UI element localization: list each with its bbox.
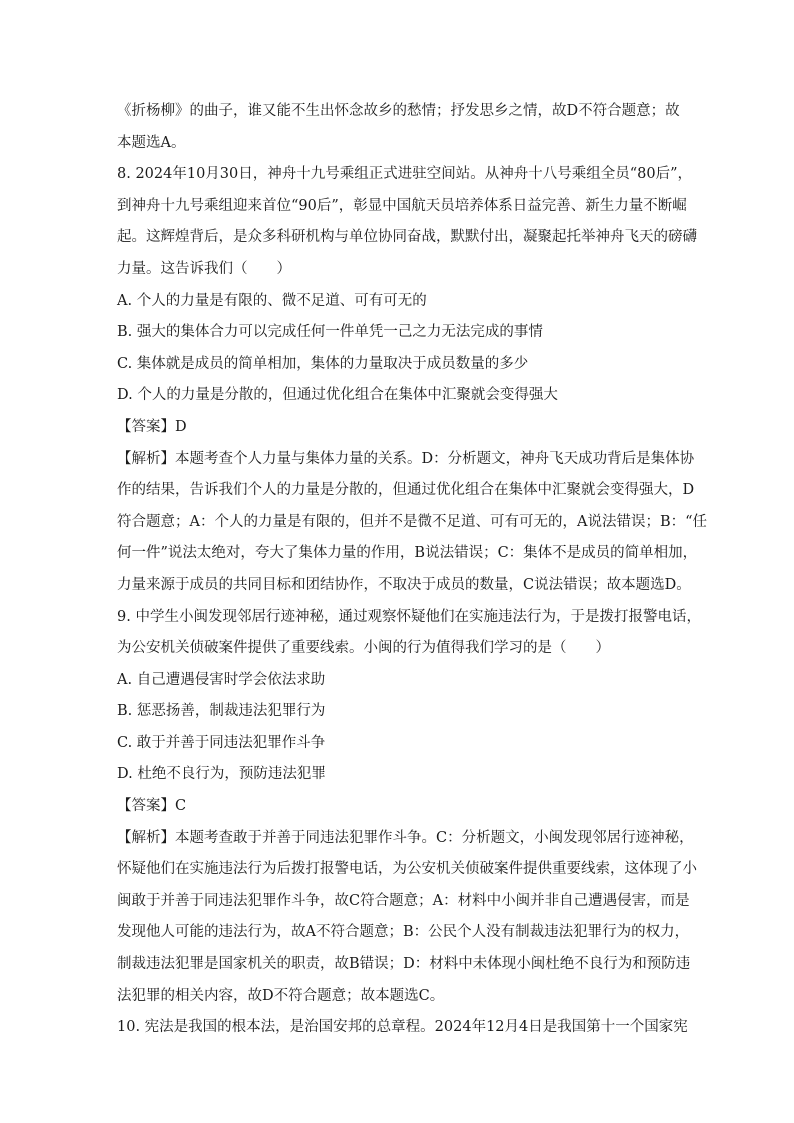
analysis-text: 【解析】本题考查个人力量与集体力量的关系。D：分析题文，神舟飞天成功背后是集体协 — [117, 450, 695, 467]
text-line: 何一件”说法太绝对，夸大了集体力量的作用，B说法错误；C：集体不是成员的简单相加， — [117, 545, 698, 562]
text-line: 发现他人可能的违法行为，故A不符合题意；B：公民个人没有制裁违法犯罪行为的权力， — [117, 924, 690, 941]
question-8-stem: 8. 2024年10月30日，神舟十九号乘组正式进驻空间站。从神舟十八号乘组全员“80后”， — [117, 166, 693, 183]
text-line: 怀疑他们在实施违法行为后拨打报警电话，为公安机关侦破案件提供重要线索，这体现了小 — [117, 861, 697, 878]
text-line: 作的结果，告诉我们个人的力量是分散的，但通过优化组合在集体中汇聚就会变得强大，D — [117, 482, 695, 499]
text-line: 制裁违法犯罪是国家机关的职责，故B错误；D：材料中未体现小闽杜绝不良行为和预防违 — [117, 956, 691, 973]
text-line: 力量。这告诉我们（ ） — [117, 260, 291, 277]
option-a: A. 个人的力量是有限的、微不足道、可有可无的 — [117, 292, 427, 309]
text-line: 到神舟十九号乘组迎来首位“90后”，彰显中国航天员培养体系日益完善、新生力量不断崛 — [117, 197, 687, 214]
question-9-stem: 9. 中学生小闽发现邻居行迹神秘，通过观察怀疑他们在实施违法行为，于是拨打报警电话， — [117, 608, 701, 625]
text-line: 力量来源于成员的共同目标和团结协作，不取决于成员的数量，C说法错误；故本题选D。 — [117, 576, 691, 593]
text-line: 《折杨柳》的曲子，谁又能不生出怀念故乡的愁情；抒发思乡之情，故D不符合题意；故 — [117, 103, 680, 119]
option-c: C. 集体就是成员的简单相加，集体的力量取决于成员数量的多少 — [117, 355, 529, 372]
option-a: A. 自己遭遇侵害时学会依法求助 — [117, 671, 326, 688]
analysis-text: 【解析】本题考查敢于并善于同违法犯罪作斗争。C：分析题文，小闽发现邻居行迹神秘， — [117, 829, 694, 846]
text-line: 本题选A。 — [117, 134, 186, 151]
question-10-stem: 10. 宪法是我国的根本法，是治国安邦的总章程。2024年12月4日是我国第十一个国家宪 — [117, 1019, 688, 1036]
answer-label: 【答案】D — [117, 418, 187, 435]
option-d: D. 个人的力量是分散的，但通过优化组合在集体中汇聚就会变得强大 — [117, 387, 558, 404]
text-line: 闽敢于并善于同违法犯罪作斗争，故C符合题意；A：材料中小闽并非自己遭遇侵害，而是 — [117, 892, 690, 909]
text-line: 为公安机关侦破案件提供了重要线索。小闽的行为值得我们学习的是（ ） — [117, 640, 610, 657]
answer-label: 【答案】C — [117, 798, 187, 815]
option-b: B. 惩恶扬善，制裁违法犯罪行为 — [117, 703, 326, 720]
option-d: D. 杜绝不良行为，预防违法犯罪 — [117, 766, 326, 783]
option-c: C. 敢于并善于同违法犯罪作斗争 — [117, 734, 326, 751]
option-b: B. 强大的集体合力可以完成任何一件单凭一己之力无法完成的事情 — [117, 324, 543, 341]
document-page — [117, 96, 708, 1044]
text-line: 起。这辉煌背后，是众多科研机构与单位协同奋战，默默付出，凝聚起托举神舟飞天的磅礴 — [117, 229, 697, 246]
text-line: 符合题意；A：个人的力量是有限的，但并不是微不足道、可有可无的，A说法错误；B：“任 — [117, 513, 708, 530]
text-line: 法犯罪的相关内容，故D不符合题意；故本题选C。 — [117, 987, 445, 1004]
